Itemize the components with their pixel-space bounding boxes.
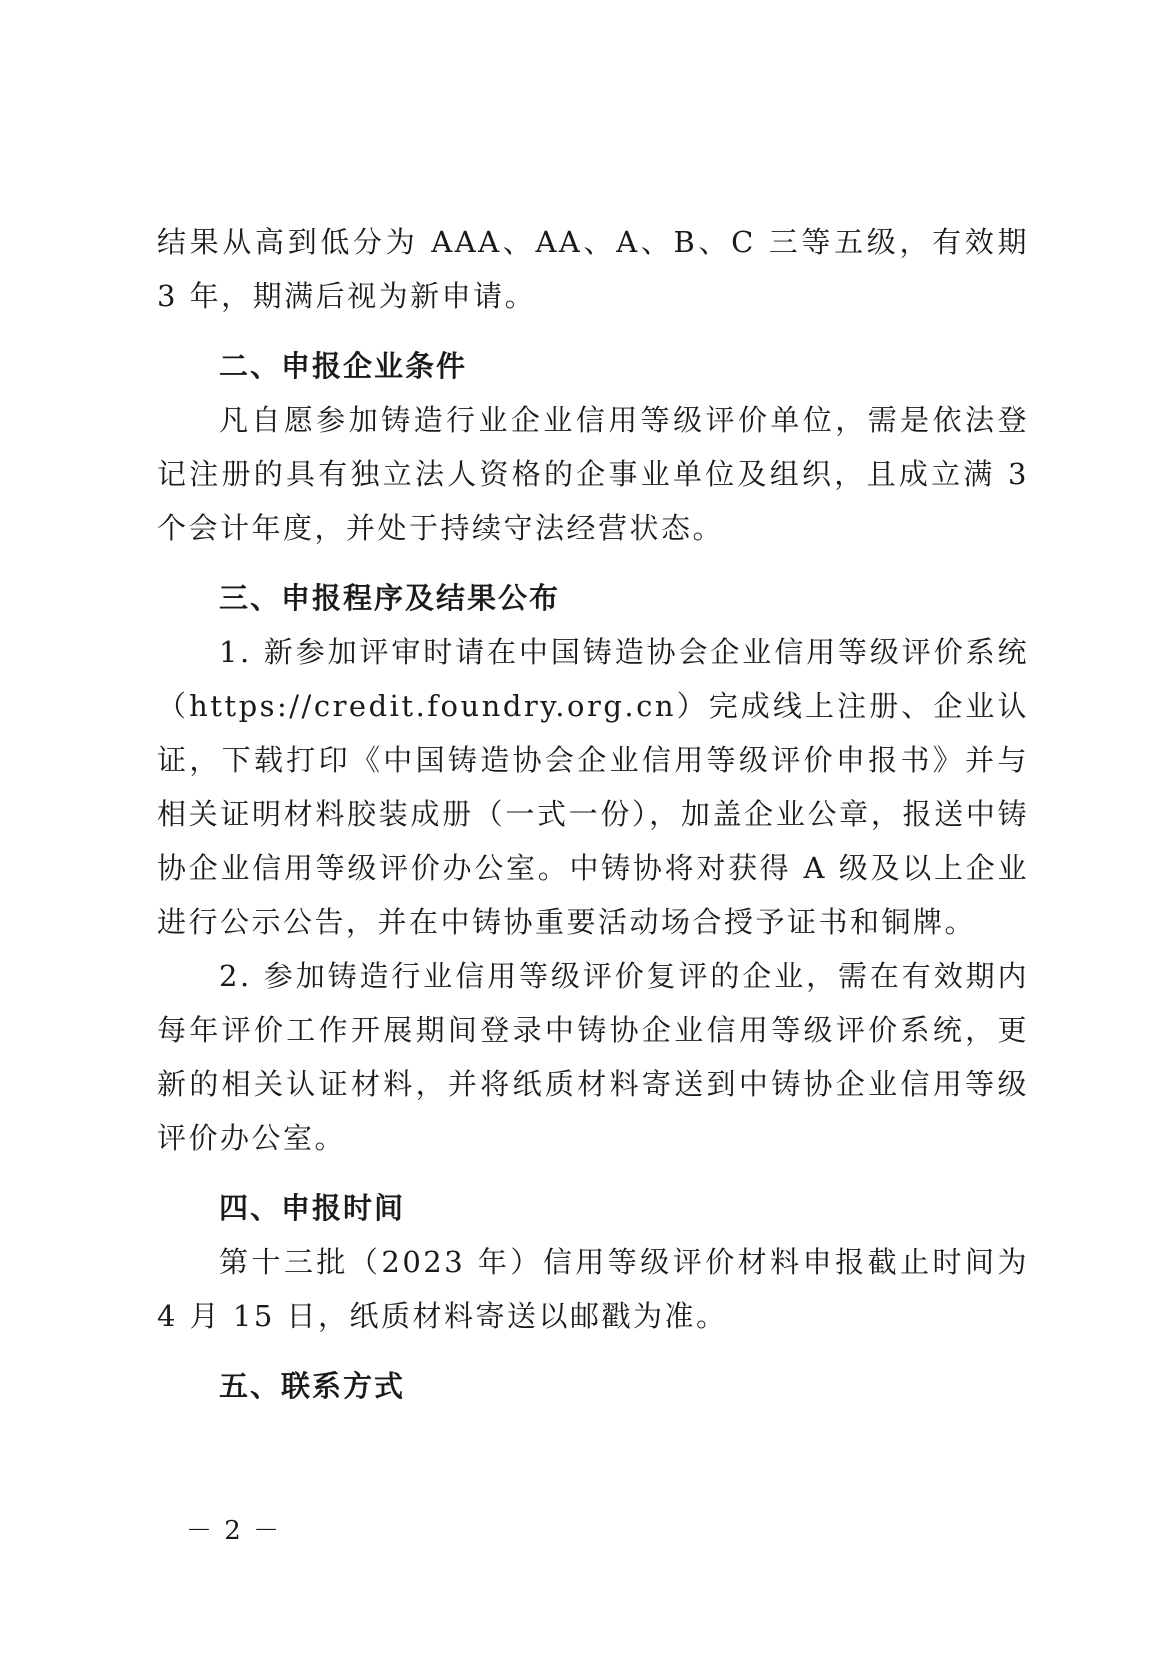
section-paragraph: 第十三批（2023 年）信用等级评价材料申报截止时间为 4 月 15 日，纸质材料寄送以邮戳为准。: [157, 1245, 1029, 1333]
section-heading-conditions: 二、申报企业条件: [219, 349, 468, 383]
section-paragraph: 1. 新参加评审时请在中国铸造协会企业信用等级评价系统（https://credit.foundry.org.cn）完成线上注册、企业认证，下载打印《中国铸造协会企业信用等级评价申报书》并与相关证明材料胶装成册（一式一份），加盖企业公章，报送中铸协企业信用等级评价办公室。中铸协将对获得 A 级及以上企业进行公示公告，并在中铸协重要活动场合授予证书和铜牌。: [157, 635, 1029, 939]
section-paragraph: 凡自愿参加铸造行业企业信用等级评价单位，需是依法登记注册的具有独立法人资格的企事业单位及组织，且成立满 3 个会计年度，并处于持续守法经营状态。: [157, 403, 1029, 545]
section-heading-contact: 五、联系方式: [219, 1369, 406, 1403]
document-body: [157, 215, 1029, 1413]
section-heading-time: 四、申报时间: [219, 1191, 406, 1225]
intro-paragraph: 结果从高到低分为 AAA、AA、A、B、C 三等五级，有效期 3 年，期满后视为新申请。: [157, 225, 1029, 313]
section-paragraph: 2. 参加铸造行业信用等级评价复评的企业，需在有效期内每年评价工作开展期间登录中铸协企业信用等级评价系统，更新的相关认证材料，并将纸质材料寄送到中铸协企业信用等级评价办公室。: [157, 959, 1029, 1155]
section-heading-procedure: 三、申报程序及结果公布: [219, 581, 561, 615]
page-number: － 2 －: [186, 1516, 282, 1546]
